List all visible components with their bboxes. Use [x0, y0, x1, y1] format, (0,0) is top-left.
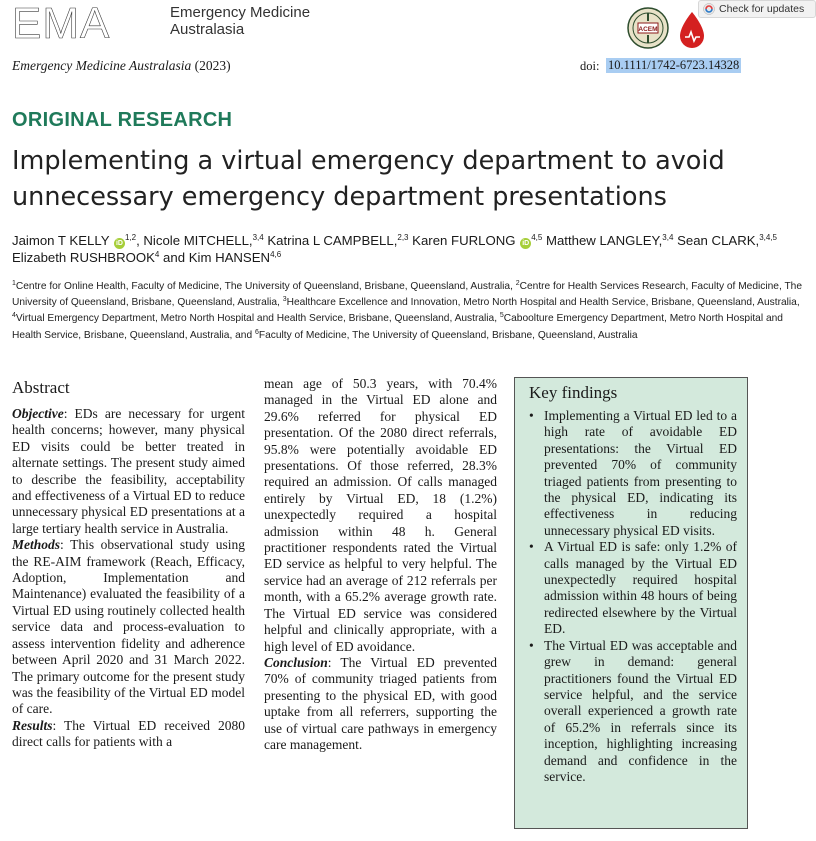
methods-text: : This observational study using the RE-AIM framework (Reach, Efficacy, Adoption, Implementation and Maintenance) evaluated the feasibility of a Virtual ED using routinely collected health service data and process-evaluation to assess intervention fidelity and adherence between April 2020 and 31 March 2022. The primary outcome for the present study was the feasibility of the Virtual ED model of care. [12, 537, 245, 717]
methods-label: Methods [12, 537, 61, 553]
author-name: Katrina L CAMPBELL, [267, 233, 398, 248]
abstract-results-cont: mean age of 50.3 years, with 70.4% managed in the Virtual ED alone and 29.6% referred for physical ED presentation. Of the 2080 direct referrals, 95.8% were potentially avoidable ED presentations. Of those referred, 28.3% required an admission. Of calls managed entirely by Virtual ED, 18 (1.2%) unexpectedly required a hospital admission within 48 h. General practitioner respondents rated the Virtual ED service as helpful to very helpful. The service had an average of 212 referrals per month, with a 65.2% average growth rate. The Virtual ED service was considered helpful and clinically appropriate, with a high level of ED avoidance. [264, 376, 497, 654]
crossmark-icon [703, 3, 715, 15]
results-text-a: : The Virtual ED received 2080 direct calls for patients with a [12, 717, 245, 750]
logo-letters: EMA [12, 0, 111, 48]
logo-line-2: Australasia [170, 21, 245, 38]
abstract-methods [12, 537, 245, 717]
affiliation-text: Virtual Emergency Department, Metro North Hospital and Health Service, Brisbane, Queensland, Australia, [15, 313, 500, 325]
affiliation-text: Centre for Health Services Research, Faculty of Medicine, The University of Queensland, Brisbane, Queensland, Australia, [12, 281, 802, 309]
author [12, 233, 136, 248]
author-name: Matthew LANGLEY, [545, 233, 663, 248]
abstract-column-2 [264, 376, 497, 753]
author [546, 233, 673, 248]
doi-label: doi: [580, 59, 600, 73]
affiliation-text: Centre for Online Health, Faculty of Medicine, The University of Queensland, Brisbane, Queensland, Australia, [15, 281, 516, 292]
section-label: ORIGINAL RESEARCH [12, 109, 233, 131]
affiliation-sup: 2 [515, 280, 520, 287]
affiliation-sup: 1 [12, 280, 16, 287]
results-label: Results [12, 717, 53, 733]
author-name: Jaimon T KELLY [12, 233, 110, 248]
abstract-conclusion [264, 655, 497, 753]
journal-logo [12, 0, 158, 46]
conclusion-label: Conclusion [264, 654, 328, 670]
affiliation [12, 281, 516, 292]
affiliation [12, 313, 500, 324]
key-findings-list [527, 408, 737, 785]
bullet-icon: • [529, 539, 534, 555]
affiliation-list [12, 279, 802, 344]
affiliation-text: Healthcare Excellence and Innovation, Metro North Hospital and Health Service, Brisbane, Queensland, Australia, [286, 297, 800, 309]
author [12, 250, 159, 265]
abstract-column-1 [12, 406, 245, 751]
journal-citation [12, 58, 231, 74]
abstract-heading: Abstract [12, 378, 70, 397]
article-title: Implementing a virtual emergency department to avoid unnecessary emergency department presentations [12, 146, 725, 212]
logo-line-1: Emergency Medicine [170, 4, 311, 21]
affiliation [283, 297, 800, 308]
author-list: Jaimon T KELLY iD$^{1,2}$, Nicole MITCHELL,$^{3,4}$ Katrina L CAMPBELL,$^{2,3}$ Karen FURLONG iD$^{4,5}$ Matthew LANGLEY,$^{3,4}$ Sean CLARK,$^{3,4,5}$ Elizabeth RUSHBROOK$^4$ and Kim HANSEN$^{4,6}$ [12, 233, 777, 265]
affiliation-sup: 5 [499, 312, 504, 320]
key-finding-item: • The Virtual ED was acceptable and grew in demand: general practitioners found the Virtual ED service helpful, and the service overall experienced a growth rate of 65.2% in referrals since its inception, highlighting increasing demand and confidence in the service. [529, 637, 737, 784]
journal-name: Emergency Medicine Australasia [12, 58, 192, 73]
affiliation-text: Faculty of Medicine, The University of Queensland, Brisbane, Queensland, Australia [258, 329, 638, 341]
key-finding-item: • A Virtual ED is safe: only 1.2% of calls managed by the Virtual ED unexpectedly required hospital admission within 48 hours of being redirected elsewhere by the Virtual ED. [529, 539, 737, 637]
abstract-results-start [12, 718, 245, 751]
key-findings-title: Key findings [529, 383, 618, 402]
key-finding-item: • Implementing a Virtual ED led to a high rate of avoidable ED presentations: the Virtual ED prevented 70% of community triaged patients from presenting to the physical ED, indicating its effectiveness in reducing unnecessary physical ED visits. [529, 408, 737, 538]
author-name: Sean CLARK, [677, 233, 760, 248]
author [412, 233, 542, 248]
orcid-icon[interactable]: iD [115, 240, 123, 247]
check-for-updates-button[interactable] [698, 0, 816, 18]
acem-badge-text: ACEM [638, 26, 658, 33]
journal-year: (2023) [194, 58, 231, 73]
affiliation-sup: 4 [12, 312, 16, 320]
author-name: Nicole MITCHELL, [143, 233, 253, 248]
author-affiliation-sup: 1,2 [124, 233, 137, 242]
author [189, 250, 281, 265]
doi-link[interactable]: 10.1111/1742-6723.14328 [608, 58, 740, 72]
author-affiliation-sup: 3,4 [662, 233, 674, 242]
author-affiliation-sup: 3,4,5 [759, 233, 777, 242]
author-affiliation-sup: 4,5 [531, 233, 543, 242]
affiliation [255, 330, 638, 341]
check-for-updates-label: Check for updates [719, 3, 805, 15]
conclusion-text: : The Virtual ED prevented 70% of community triaged patients from presenting to the physical ED, with good uptake from all referrers, supporting the use of virtual care pathways in emergency care management. [264, 654, 497, 752]
author-name: Karen FURLONG [412, 233, 516, 248]
author-affiliation-sup: 4 [154, 250, 160, 259]
key-findings-box [514, 377, 748, 829]
acem-badge-icon [627, 7, 669, 49]
bullet-icon: • [529, 637, 534, 653]
objective-label: Objective [12, 406, 64, 421]
author-name: Elizabeth RUSHBROOK [12, 250, 155, 265]
objective-text: : EDs are necessary for urgent health concerns; however, many physical ED visits could be better treated in alternate settings. The present study aimed to describe the feasibility, acceptability and effectiveness of a Virtual ED to reduce unnecessary physical ED presentations at a large tertiary health service in Australia. [12, 406, 245, 536]
affiliation-sup: 6 [254, 328, 259, 336]
author-affiliation-sup: 4,6 [270, 250, 282, 259]
author-affiliation-sup: 3,4 [252, 233, 264, 242]
abstract-objective [12, 406, 245, 537]
author [143, 233, 263, 248]
affiliation-sup: 3 [282, 296, 287, 304]
affiliation-text: Caboolture Emergency Department, Metro North Hospital and Health Service, Brisbane, Queensland, Australia, and [12, 313, 783, 341]
author [677, 233, 777, 248]
author [267, 233, 408, 248]
author-affiliation-sup: 2,3 [397, 233, 409, 242]
orcid-icon[interactable]: iD [522, 240, 530, 247]
bullet-icon: • [529, 408, 534, 423]
author-name: Kim HANSEN [188, 250, 271, 265]
